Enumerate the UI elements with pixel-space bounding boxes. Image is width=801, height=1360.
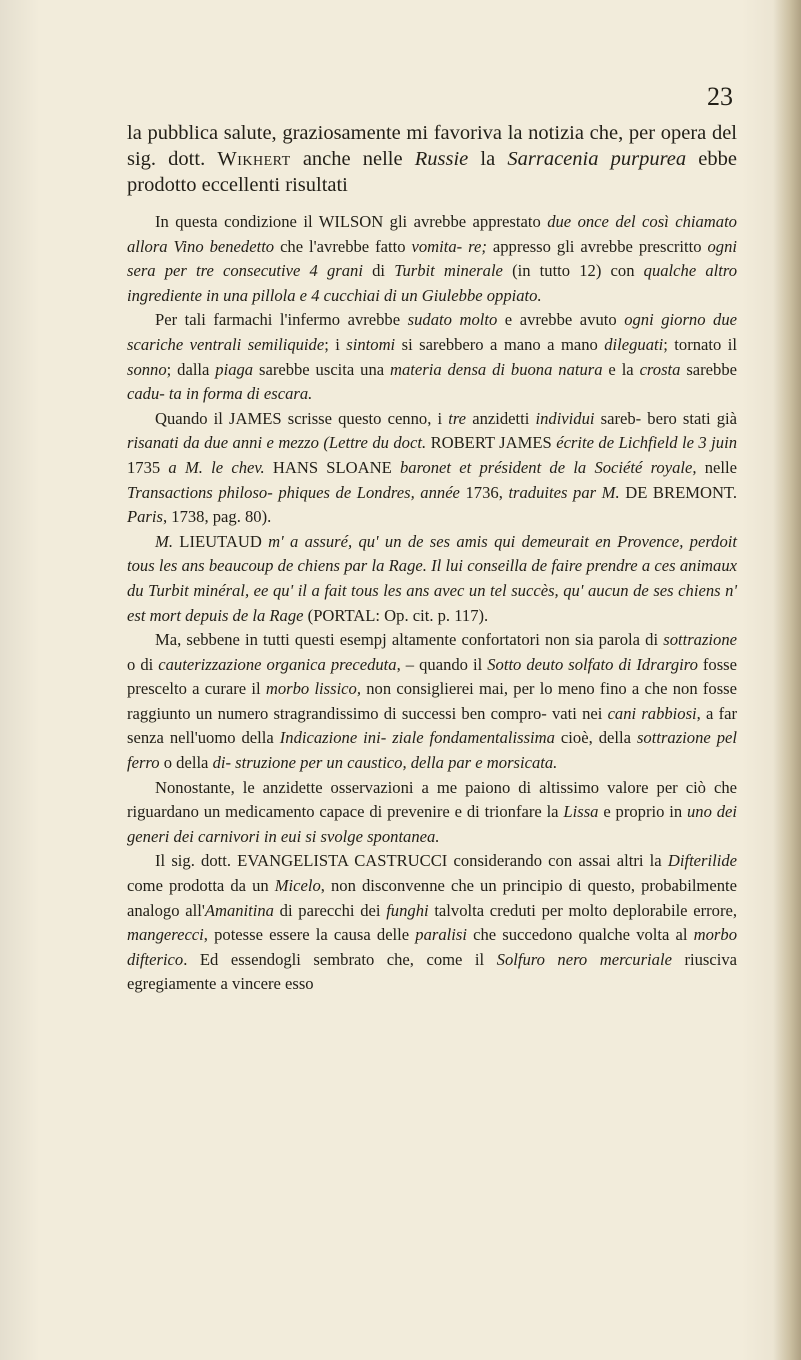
p2-s6: sintomi: [346, 334, 396, 354]
p3-s6: risanati da due anni e mezzo (Lettre du doct.: [127, 433, 427, 453]
paragraph-james: [127, 407, 737, 530]
p2-s17: sarebbe: [680, 359, 737, 379]
paragraph-sebbene: [127, 628, 737, 776]
p1-s9: (in tutto 12) con: [502, 261, 644, 281]
p1-s3: che l'avrebbe fatto: [274, 236, 412, 256]
paragraph-nonostante: [127, 776, 737, 850]
paragraph-lieutaud: [127, 530, 737, 628]
page-number: 23: [707, 82, 733, 111]
intro-line-1: la pubblica salute, graziosamente mi favoriva la notizia: [127, 122, 584, 144]
p7-s10: mangerecci: [127, 925, 204, 945]
p2-s15: e la: [602, 359, 640, 379]
p7-s13: che succedono qualche volta al: [466, 925, 694, 945]
p7-s8: funghi: [386, 900, 429, 920]
p2-s7: si sarebbero a mano a mano: [395, 334, 605, 354]
p7-s17: riusciva egregiamente a vincere esso: [127, 949, 737, 994]
p2-s16: crosta: [639, 359, 681, 379]
paragraph-farmachi: [127, 308, 737, 406]
p2-s9: ; tornato il: [663, 334, 737, 354]
p7-s15: . Ed essendogli sembrato che, come il: [183, 949, 497, 969]
intro-line-3b: ebbe prodotto eccellenti risultati: [127, 148, 737, 196]
p4-s3: m' a assuré, qu' un de ses amis qui demeurait en Provence, perdoit tous les ans beaucoup de chiens par la Rage. Il lui conseilla de faire prendre a ces animaux du Turbit minéral, ee qu' il a fait tous les ans avec un tel succès, qu' aucun de ses chiens n' est mort depuis de la Rage: [127, 531, 737, 625]
p5-s4: cauterizzazione organica preceduta: [158, 654, 397, 674]
p3-s8: écrite de Lichfield le 3 juin: [556, 433, 737, 453]
body-text: [127, 210, 737, 997]
p5-s6: Sotto deuto solfato di Idrargiro: [487, 654, 698, 674]
p5-s9: non consiglierei mai, per lo meno fino a che non fosse raggiunto un numero stragrandissimo di successi ben compro- vati nei: [127, 679, 737, 723]
p1-s2: due once del così chiamato allora Vino benedetto: [127, 212, 737, 256]
intro-paragraph: [127, 120, 737, 198]
page-text: [127, 120, 737, 997]
intro-sarracenia: Sarracenia purpurea: [507, 148, 687, 170]
intro-author-name: Wikhert: [217, 148, 291, 170]
p2-s12: piaga: [215, 359, 254, 379]
p7-s3: come prodotta da un: [127, 876, 275, 896]
p1-s1: In questa condizione il WILSON gli avrebbe apprestato: [155, 212, 548, 231]
p2-s10: sonno: [127, 359, 167, 379]
p3-s3: anzidetti: [466, 408, 536, 428]
p2-s13: sarebbe uscita una: [253, 359, 390, 379]
paragraph-castrucci: [127, 849, 737, 997]
p2-s3: e avrebbe avuto: [497, 310, 625, 330]
p3-s17: DE BREMONT.: [619, 482, 737, 502]
p3-s12: baronet et président de la Société royale,: [400, 457, 697, 477]
p7-s5: , non disconvenne che un principio di questo, probabilmente analogo all': [127, 876, 737, 920]
p3-s5: sareb- bero stati già: [594, 408, 737, 428]
p1-s8: Turbit minerale: [394, 261, 503, 281]
p7-s11: , potesse essere la causa delle: [203, 925, 416, 945]
p3-s10: a M. le chev.: [168, 457, 265, 477]
p1-s7: di: [362, 261, 395, 281]
p2-s4: ogni giorno due scariche ventrali semiliquide: [127, 310, 738, 354]
p2-s2: sudato molto: [407, 310, 498, 330]
p7-s14: morbo difterico: [127, 925, 737, 969]
p3-s19: , 1738, pag. 80).: [162, 507, 272, 527]
p3-s1: Quando il JAMES scrisse questo cenno, i: [155, 408, 449, 428]
p3-s9: 1735: [127, 457, 169, 477]
p6-s2: Lissa: [563, 802, 599, 822]
p2-s14: materia densa di buona natura: [390, 359, 603, 379]
p2-s8: dileguati: [604, 334, 664, 354]
p5-s14: sottrazione pel ferro: [127, 728, 737, 773]
p3-s4: individui: [535, 408, 595, 428]
p3-s18: Paris: [127, 507, 163, 527]
p2-s11: ; dalla: [166, 359, 216, 379]
p7-s1: Il sig. dott. EVANGELISTA CASTRUCCI considerando con assai altri la: [155, 851, 668, 871]
p2-s18: cadu- ta in forma di escara.: [127, 384, 313, 404]
p3-s13: nelle: [696, 457, 738, 477]
p7-s9: talvolta creduti per molto deplorabile errore,: [428, 900, 738, 920]
p5-s8: morbo lissico,: [265, 679, 361, 699]
intro-line-2b: anche nelle: [290, 148, 415, 170]
paragraph-wilson: [127, 210, 737, 308]
p3-s15: 1736,: [459, 482, 509, 502]
p1-s6: ogni sera per tre consecutive 4 grani: [127, 236, 737, 281]
p3-s7: ROBERT JAMES: [426, 433, 557, 453]
p4-s4: (PORTAL: Op. cit. p. 117).: [303, 605, 489, 625]
p3-s16: traduites par M.: [508, 482, 620, 502]
p7-s6: Amanitina: [204, 900, 274, 920]
p6-s1: Nonostante, le anzidette osservazioni a me paiono di altissimo valore per ciò che riguardano un medicamento capace di prevenire e di trionfare la: [127, 777, 737, 822]
p7-s16: Solfuro nero mercuriale: [496, 949, 672, 969]
p5-s1: Ma, sebbene in tutti questi esempj altamente confortatori non sia parola di: [155, 630, 664, 650]
p6-s4: uno dei generi dei carnivori in eui si svolge spontanea.: [127, 802, 738, 846]
p1-s4: vomita- re;: [411, 236, 487, 256]
p5-s2: sottrazione: [663, 630, 737, 650]
intro-line-2a: che, per opera del sig. dott.: [127, 122, 738, 170]
p5-s10: cani rabbiosi: [607, 703, 697, 723]
p5-s7: fosse prescelto a curare il: [127, 654, 738, 699]
p7-s4: Micelo: [274, 876, 321, 896]
p5-s11: , a far senza nell'uomo della: [127, 703, 737, 748]
p7-s12: paralisi: [415, 925, 467, 945]
p4-s2: LIEUTAUD: [172, 531, 269, 551]
p2-s5: ; i: [324, 334, 347, 354]
p6-s3: e proprio in: [598, 802, 687, 822]
p5-s3: o di: [127, 654, 159, 674]
p7-s2: Difterilide: [667, 851, 737, 871]
p3-s2: tre: [448, 408, 467, 428]
intro-text: [127, 120, 737, 198]
p5-s5: , – quando il: [396, 654, 488, 674]
p4-s1: M.: [155, 531, 173, 551]
p5-s13: cioè, della: [554, 728, 637, 748]
p7-s7: di parecchi dei: [273, 900, 387, 920]
p5-s15: o della: [159, 753, 213, 773]
p2-s1: Per tali farmachi l'infermo avrebbe: [155, 310, 408, 330]
p3-s11: HANS SLOANE: [264, 457, 400, 477]
p1-s5: appresso gli avrebbe prescritto: [486, 236, 708, 256]
p3-s14: Transactions philoso- phiques de Londres, année: [127, 482, 460, 502]
page-edge-shadow: [773, 0, 801, 1360]
intro-line-3a: la: [480, 148, 508, 170]
p5-s16: di- struzione per un caustico, della par e morsicata.: [212, 753, 558, 773]
intro-russie: Russie: [414, 148, 469, 170]
p1-s10: qualche altro ingrediente in una pillola e 4 cucchiai di un Giulebbe oppiato.: [127, 261, 737, 305]
p5-s12: Indicazione ini- ziale fondamentalissima: [279, 728, 555, 748]
